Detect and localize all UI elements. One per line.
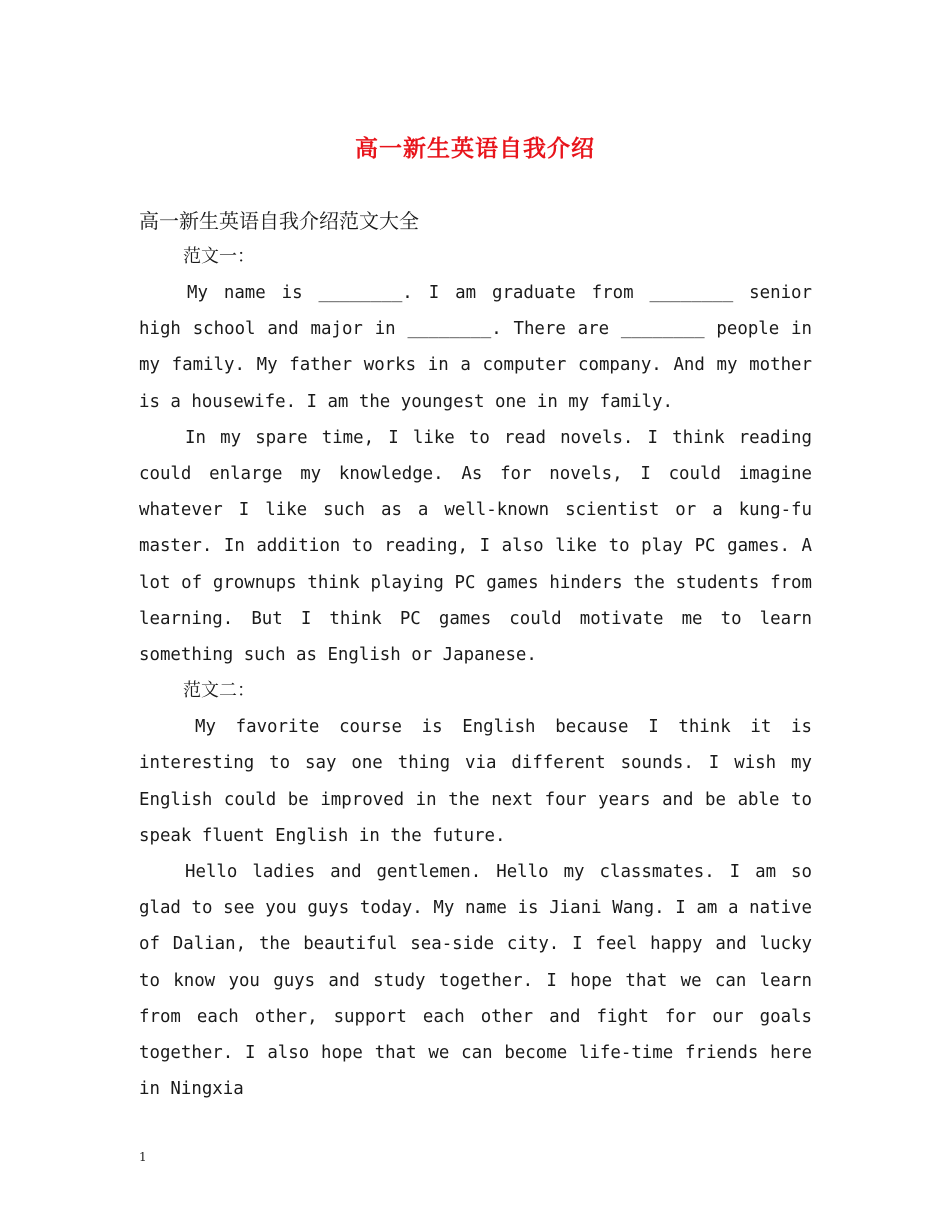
section-1-paragraph-1: My name is ________. I am graduate from ________ senior high school and major in ________. There are ________ people in my family. My father works in a computer company. And my mother is a housewife. I am the youngest one in my family. <box>139 283 812 412</box>
document-body <box>139 203 812 1107</box>
section-2-paragraph-2: Hello ladies and gentlemen. Hello my classmates. I am so glad to see you guys today. My name is Jiani Wang. I am a native of Dalian, the beautiful sea-side city. I feel happy and lucky to know you guys and study together. I hope that we can learn from each other, support each other and fight for our goals together. I also hope that we can become life-time friends here in Ningxia <box>139 862 812 1100</box>
section-2-label: 范文二： <box>183 680 255 702</box>
section-1-label: 范文一： <box>183 246 255 267</box>
section-2-paragraph-1: My favorite course is English because I think it is interesting to say one thing via different sounds. I wish my English could be improved in the next four years and be able to speak fluent English in the future. <box>139 717 812 846</box>
document-title: 高一新生英语自我介绍 <box>355 135 595 162</box>
document-subtitle: 高一新生英语自我介绍范文大全 <box>139 209 419 233</box>
section-1-paragraph-2: In my spare time, I like to read novels. I think reading could enlarge my knowledge. As for novels, I could imagine whatever I like such as a well-known scientist or a kung-fu master. In addition to reading, I also like to play PC games. A lot of grownups think playing PC games hinders the students from learning. But I think PC games could motivate me to learn something such as English or Japanese. <box>139 427 812 666</box>
page-number: 1 <box>139 1150 147 1164</box>
